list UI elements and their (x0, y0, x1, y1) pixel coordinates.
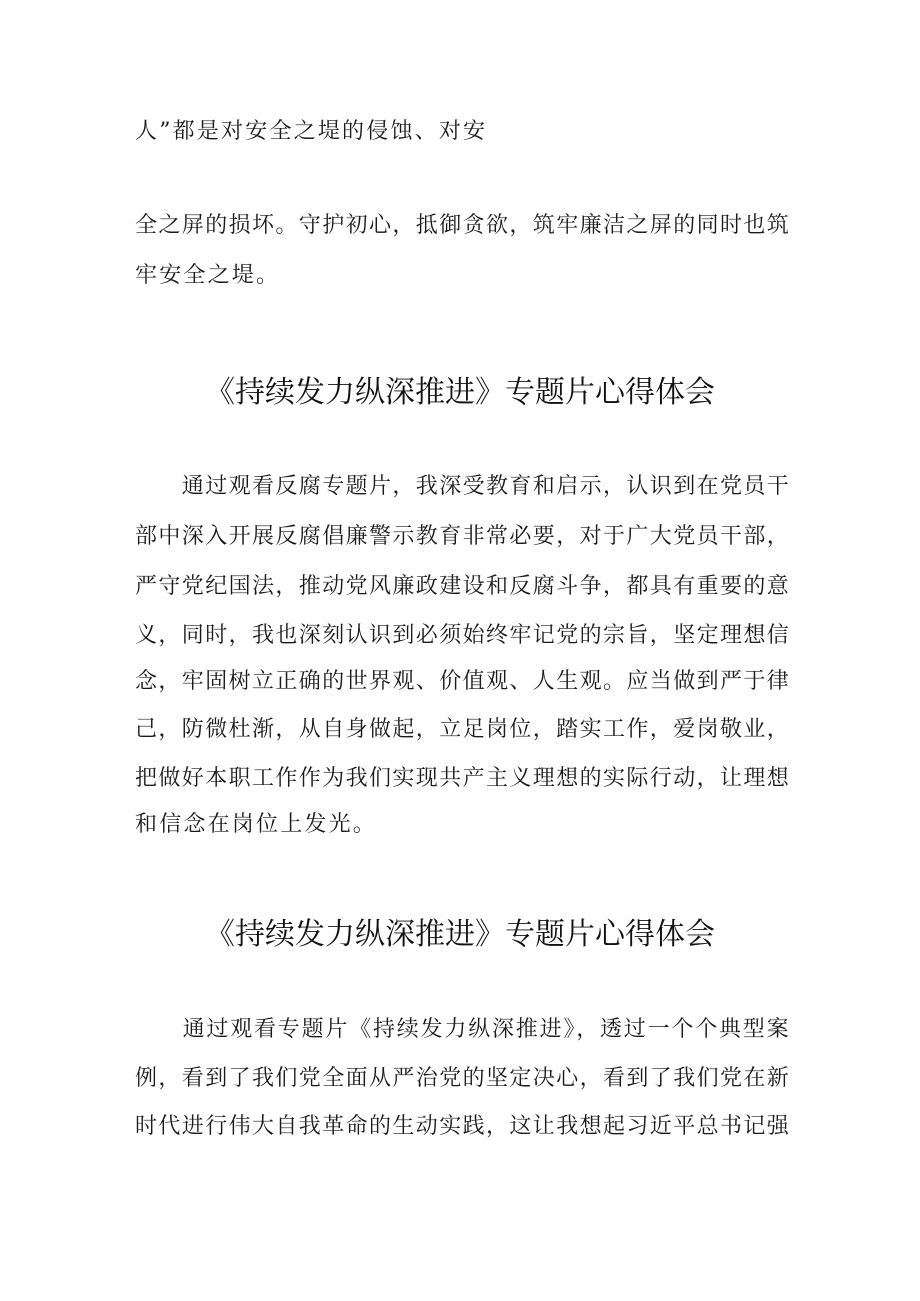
paragraph-line: 己，防微杜渐，从自身做起，立足岗位，踏实工作，爱岗敬业， (135, 717, 791, 742)
paragraph-line: 牢安全之堤。 (135, 263, 281, 288)
paragraph-line: 通过观看专题片《持续发力纵深推进》，透过一个个典型案 (135, 1017, 791, 1042)
paragraph-line: 部中深入开展反腐倡廉警示教育非常必要，对于广大党员干部， (135, 524, 791, 549)
paragraph-line: 例，看到了我们党全面从严治党的坚定决心，看到了我们党在新 (135, 1066, 791, 1091)
paragraph-line: 严守党纪国法，推动党风廉政建设和反腐斗争，都具有重要的意 (135, 574, 791, 599)
paragraph-line: 和信念在岗位上发光。 (135, 812, 378, 837)
paragraph-line: 把做好本职工作作为我们实现共产主义理想的实际行动，让理想 (135, 766, 791, 791)
paragraph-line: 念，牢固树立正确的世界观、价值观、人生观。应当做到严于律 (135, 669, 791, 694)
paragraph-line: 通过观看反腐专题片，我深受教育和启示，认识到在党员干 (135, 474, 791, 499)
section-title: 《持续发力纵深推进》专题片心得体会 (205, 917, 715, 952)
section-title: 《持续发力纵深推进》专题片心得体会 (205, 375, 715, 410)
paragraph-line: 时代进行伟大自我革命的生动实践，这让我想起习近平总书记强 (135, 1114, 791, 1139)
paragraph-line: 全之屏的损坏。守护初心，抵御贪欲，筑牢廉洁之屏的同时也筑 (135, 213, 791, 238)
paragraph-line: 义，同时，我也深刻认识到必须始终牢记党的宗旨，坚定理想信 (135, 623, 791, 648)
paragraph-line: 人”都是对安全之堤的侵蚀、对安 (135, 119, 488, 144)
